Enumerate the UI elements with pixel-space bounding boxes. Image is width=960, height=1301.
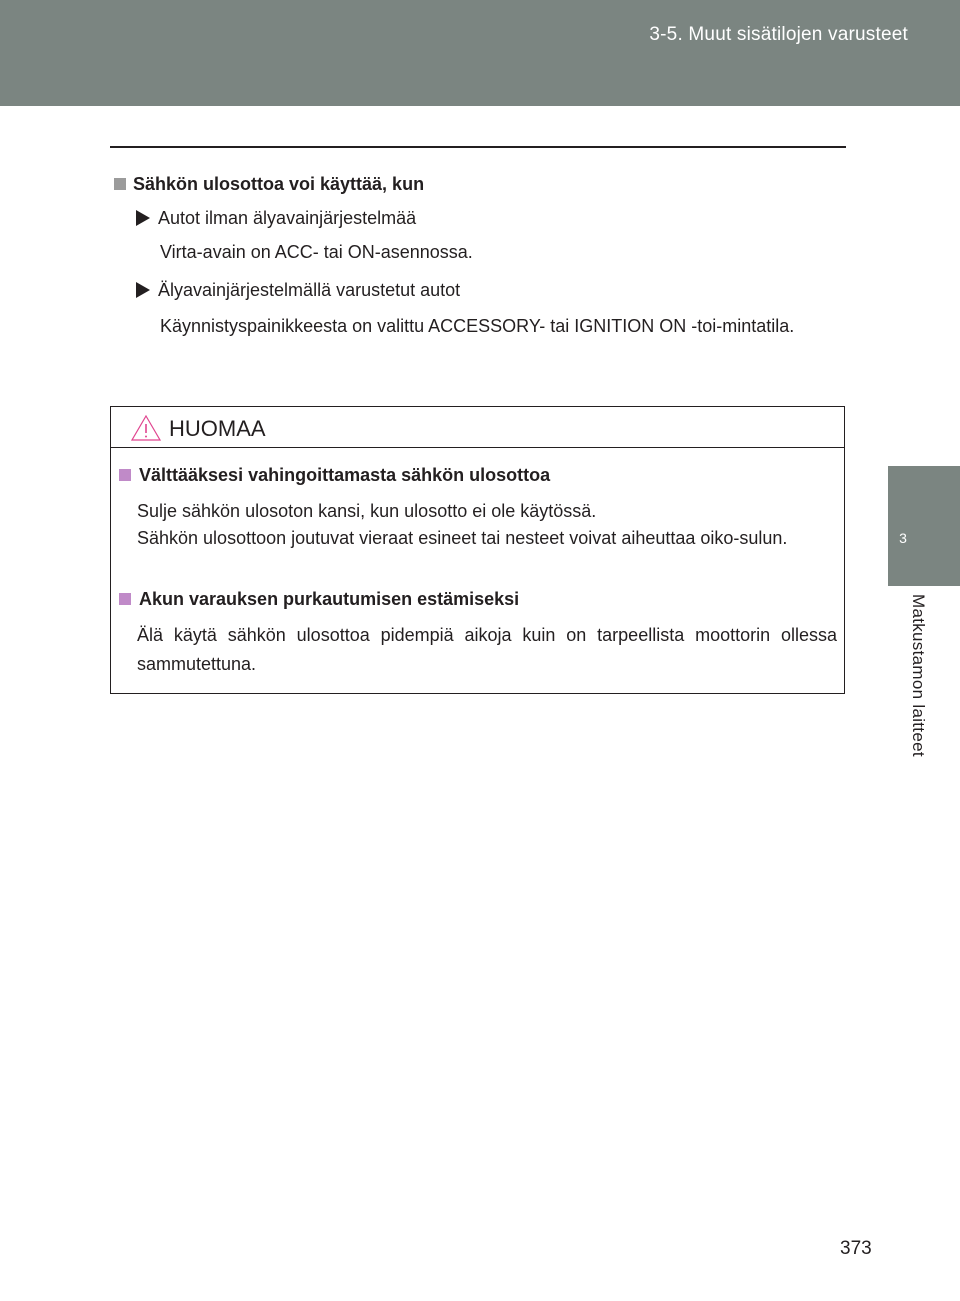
- list-item-text: Käynnistyspainikkeesta on valittu ACCESSORY- tai IGNITION ON -toi-mintatila.: [160, 316, 795, 336]
- notice-text: Sulje sähkön ulosoton kansi, kun ulosotto ei ole käytössä.: [137, 501, 597, 521]
- triangle-right-icon: [136, 282, 150, 298]
- notice-block-heading: Välttääksesi vahingoittamasta sähkön ulosottoa: [119, 465, 550, 486]
- notice-title: HUOMAA: [169, 416, 266, 441]
- triangle-right-icon: [136, 210, 150, 226]
- page-number: 373: [840, 1238, 872, 1259]
- list-item-label: Autot ilman älyavainjärjestelmää: [136, 206, 416, 230]
- list-item-label: Älyavainjärjestelmällä varustetut autot: [136, 278, 460, 302]
- page-header: [0, 0, 960, 106]
- chapter-tab-label: Matkustamon laitteet: [909, 594, 928, 757]
- section-heading: Sähkön ulosottoa voi käyttää, kun: [114, 174, 424, 195]
- notice-text: Sähkön ulosottoon joutuvat vieraat esineet tai nesteet voivat aiheuttaa oiko-sulun.: [137, 528, 788, 548]
- chapter-tab: [888, 466, 960, 586]
- top-rule: [110, 146, 846, 148]
- chapter-tab-number: 3: [899, 530, 907, 546]
- warning-triangle-icon: [131, 415, 161, 441]
- square-bullet-icon: [119, 593, 131, 605]
- notice-text: Älä käytä sähkön ulosottoa pidempiä aikoja kuin on tarpeellista moottorin ollessa sammutettuna.: [137, 625, 837, 674]
- chapter-title: 3-5. Muut sisätilojen varusteet: [649, 24, 908, 45]
- notice-header: [111, 407, 844, 448]
- list-item-text: Virta-avain on ACC- tai ON-asennossa.: [160, 242, 473, 262]
- square-bullet-icon: [114, 178, 126, 190]
- square-bullet-icon: [119, 469, 131, 481]
- notice-box: [110, 406, 845, 694]
- notice-block-heading: Akun varauksen purkautumisen estämiseksi: [119, 589, 519, 610]
